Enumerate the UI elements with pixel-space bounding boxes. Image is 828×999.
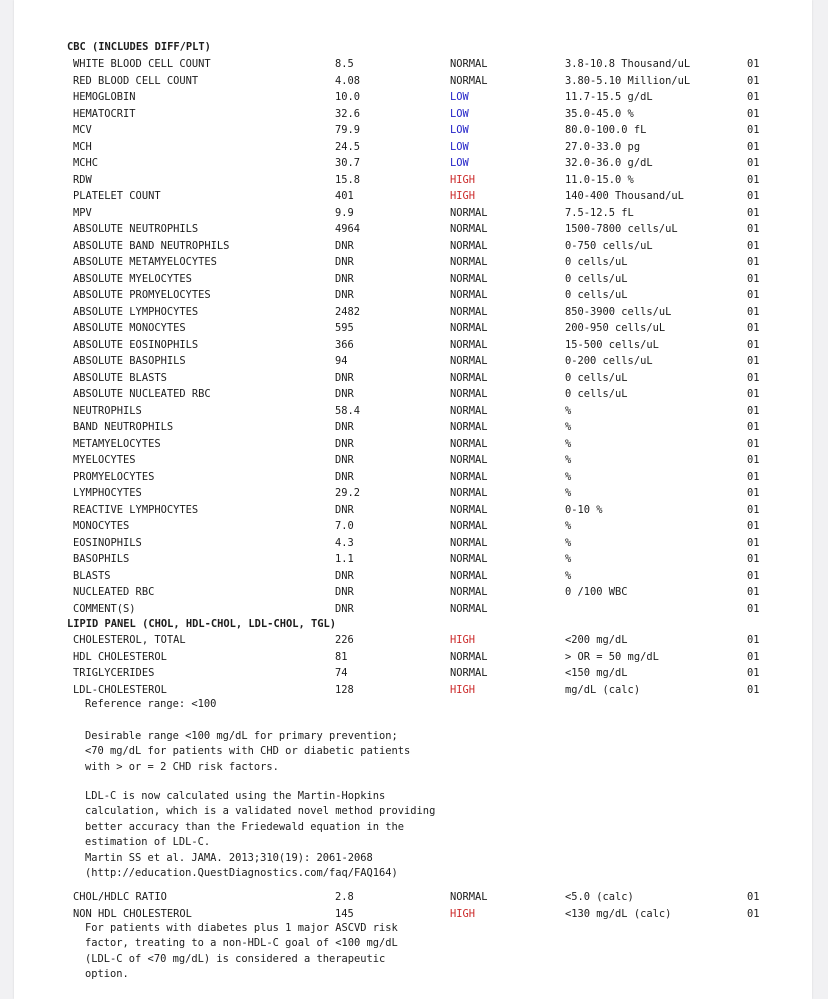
reference-range: 0 cells/uL [565,388,628,400]
result-flag: LOW [450,91,469,103]
lab-code: 01 [747,107,760,120]
test-name: ABSOLUTE PROMYELOCYTES [73,289,211,301]
lab-code: 01 [747,74,760,87]
ldl-method-note: LDL-C is now calculated using the Martin-Hopkins calculation, which is a validated novel method providing better accuracy than the Friedewald equation in the estimation of LDL-C. Martin SS et al. JAMA. 2013;310(19): 2061-2068 (http://education.QuestDiagnostics.com/faq/FAQ164) [85,790,436,880]
lab-code: 01 [747,338,760,351]
result-value: DNR [335,256,354,268]
lab-code: 01 [747,272,760,285]
result-flag: NORMAL [450,454,488,466]
test-name: REACTIVE LYMPHOCYTES [73,503,199,516]
result-value: 1.1 [335,553,354,565]
reference-range: % [565,553,572,565]
result-value: DNR [335,289,354,301]
result-row [14,172,812,188]
reference-range: 200-950 cells/uL [565,322,666,334]
reference-range: 7.5-12.5 fL [565,206,634,219]
test-name: HEMOGLOBIN [73,91,136,103]
result-flag: NORMAL [450,891,488,903]
result-value: DNR [335,586,354,598]
result-row [14,632,812,648]
reference-range: 0-750 cells/uL [565,239,653,252]
lab-code: 01 [747,553,760,565]
test-name: PROMYELOCYTES [73,470,155,483]
test-name: EOSINOPHILS [73,536,142,549]
result-flag: NORMAL [450,650,488,663]
lab-code: 01 [747,421,760,433]
result-value: 128 [335,683,354,696]
test-name: ABSOLUTE EOSINOPHILS [73,338,199,351]
result-row [14,906,812,922]
result-flag: NORMAL [450,272,488,285]
reference-range: % [565,437,572,450]
result-value: 2.8 [335,891,354,903]
lab-code: 01 [747,388,760,400]
test-name: RED BLOOD CELL COUNT [73,74,199,87]
result-value: 145 [335,907,354,920]
result-flag: NORMAL [450,553,488,565]
result-row [14,56,812,72]
reference-range: 850-3900 cells/uL [565,305,672,318]
lab-code: 01 [747,667,760,679]
result-flag: LOW [450,124,469,136]
result-value: 29.2 [335,487,361,499]
result-flag: NORMAL [450,404,488,417]
test-name: LYMPHOCYTES [73,487,142,499]
result-value: DNR [335,421,354,433]
reference-range: <5.0 (calc) [565,891,634,903]
reference-range: 27.0-33.0 pg [565,140,641,153]
lab-code: 01 [747,371,760,384]
test-name: NUCLEATED RBC [73,586,155,598]
result-flag: NORMAL [450,223,488,235]
result-value: 9.9 [335,206,354,219]
test-name: MCV [73,124,92,136]
test-name: PLATELET COUNT [73,190,161,202]
reference-range: % [565,470,572,483]
test-name: BLASTS [73,569,111,582]
test-name: ABSOLUTE BASOPHILS [73,355,186,367]
test-name: BASOPHILS [73,553,130,565]
result-flag: NORMAL [450,470,488,483]
result-flag: NORMAL [450,487,488,499]
result-flag: NORMAL [450,74,488,87]
lab-code: 01 [747,586,760,598]
result-row [14,601,812,617]
result-flag: NORMAL [450,289,488,301]
lab-code: 01 [747,289,760,301]
reference-range: 80.0-100.0 fL [565,124,647,136]
reference-range: % [565,404,572,417]
reference-range: 15-500 cells/uL [565,338,659,351]
result-value: 10.0 [335,91,361,103]
reference-range: % [565,487,572,499]
result-row [14,535,812,551]
result-value: DNR [335,454,354,466]
reference-range: % [565,520,572,532]
result-value: DNR [335,272,354,285]
result-row [14,188,812,204]
lab-code: 01 [747,322,760,334]
result-flag: NORMAL [450,256,488,268]
result-value: 4.3 [335,536,354,549]
result-row [14,403,812,419]
test-name: CHOLESTEROL, TOTAL [73,634,186,646]
result-row [14,287,812,303]
result-flag: HIGH [450,190,476,202]
test-name: METAMYELOCYTES [73,437,161,450]
reference-range: 1500-7800 cells/uL [565,223,678,235]
result-flag: NORMAL [450,569,488,582]
test-name: ABSOLUTE BAND NEUTROPHILS [73,239,230,252]
result-value: DNR [335,239,354,252]
reference-range: 3.80-5.10 Million/uL [565,74,691,87]
result-row [14,370,812,386]
result-row [14,89,812,105]
reference-range: mg/dL (calc) [565,683,641,696]
reference-range: 0 cells/uL [565,289,628,301]
test-name: BAND NEUTROPHILS [73,421,174,433]
result-flag: NORMAL [450,667,488,679]
test-name: ABSOLUTE MONOCYTES [73,322,186,334]
reference-range: 11.7-15.5 g/dL [565,91,653,103]
result-row [14,469,812,485]
reference-range: 0 cells/uL [565,371,628,384]
lab-code: 01 [747,223,760,235]
test-name: MPV [73,206,92,219]
result-value: DNR [335,503,354,516]
test-name: MCH [73,140,92,153]
test-name: RDW [73,173,92,186]
result-value: 74 [335,667,348,679]
result-flag: NORMAL [450,206,488,219]
result-row [14,502,812,518]
test-name: HDL CHOLESTEROL [73,650,167,663]
reference-range: 0 cells/uL [565,256,628,268]
lab-code: 01 [747,157,760,169]
result-flag: LOW [450,157,469,169]
result-row [14,106,812,122]
lab-code: 01 [747,907,760,920]
result-value: 401 [335,190,354,202]
lipid-section-header: LIPID PANEL (CHOL, HDL-CHOL, LDL-CHOL, TGL) [67,618,336,630]
test-name: TRIGLYCERIDES [73,667,155,679]
result-row [14,139,812,155]
result-value: DNR [335,602,354,615]
result-flag: NORMAL [450,305,488,318]
test-name: HEMATOCRIT [73,107,136,120]
ldl-reference-range: Reference range: <100 [85,698,217,710]
test-name: ABSOLUTE NUCLEATED RBC [73,388,211,400]
result-flag: NORMAL [450,388,488,400]
test-name: COMMENT(S) [73,602,136,615]
result-flag: LOW [450,107,469,120]
result-value: 226 [335,634,354,646]
reference-range: <150 mg/dL [565,667,628,679]
result-row [14,73,812,89]
reference-range: % [565,454,572,466]
result-row [14,337,812,353]
result-value: 94 [335,355,348,367]
result-flag: NORMAL [450,338,488,351]
lab-code: 01 [747,470,760,483]
lab-report-page [14,0,812,999]
reference-range: <200 mg/dL [565,634,628,646]
result-flag: LOW [450,140,469,153]
result-flag: NORMAL [450,58,488,70]
result-flag: HIGH [450,634,476,646]
result-value: 7.0 [335,520,354,532]
test-name: MCHC [73,157,99,169]
lab-code: 01 [747,206,760,219]
lab-code: 01 [747,239,760,252]
reference-range: > OR = 50 mg/dL [565,650,659,663]
result-flag: NORMAL [450,355,488,367]
lab-code: 01 [747,602,760,615]
lab-code: 01 [747,91,760,103]
result-row [14,122,812,138]
result-row [14,584,812,600]
result-flag: NORMAL [450,239,488,252]
result-row [14,320,812,336]
test-name: ABSOLUTE METAMYELOCYTES [73,256,217,268]
lab-code: 01 [747,256,760,268]
result-row [14,221,812,237]
non-hdl-note: For patients with diabetes plus 1 major ASCVD risk factor, treating to a non-HDL-C goal of <100 mg/dL (LDL-C of <70 mg/dL) is considered a therapeutic option. [85,922,398,981]
lab-code: 01 [747,140,760,153]
result-row [14,518,812,534]
result-flag: HIGH [450,173,476,186]
result-row [14,568,812,584]
lab-code: 01 [747,173,760,186]
reference-range: <130 mg/dL (calc) [565,907,672,920]
reference-range: % [565,421,572,433]
test-name: ABSOLUTE MYELOCYTES [73,272,192,285]
result-flag: HIGH [450,683,476,696]
result-row [14,353,812,369]
result-flag: NORMAL [450,437,488,450]
lab-code: 01 [747,305,760,318]
lab-code: 01 [747,190,760,202]
result-row [14,155,812,171]
lab-code: 01 [747,355,760,367]
result-flag: NORMAL [450,536,488,549]
result-flag: NORMAL [450,322,488,334]
result-value: 4964 [335,223,361,235]
result-row [14,682,812,698]
result-row [14,485,812,501]
test-name: CHOL/HDLC RATIO [73,891,167,903]
result-row [14,551,812,567]
ldl-desirable-note: Desirable range <100 mg/dL for primary prevention; <70 mg/dL for patients with CHD or diabetic patients with > or = 2 CHD risk factors. [85,730,411,773]
result-row [14,271,812,287]
result-flag: NORMAL [450,503,488,516]
result-value: 81 [335,650,348,663]
result-row [14,665,812,681]
result-value: DNR [335,388,354,400]
lab-code: 01 [747,404,760,417]
result-value: 32.6 [335,107,361,120]
reference-range: 0 cells/uL [565,272,628,285]
result-row [14,205,812,221]
lab-code: 01 [747,520,760,532]
result-value: DNR [335,371,354,384]
reference-range: 3.8-10.8 Thousand/uL [565,58,691,70]
test-name: ABSOLUTE BLASTS [73,371,167,384]
lab-code: 01 [747,437,760,450]
result-value: 595 [335,322,354,334]
result-flag: NORMAL [450,371,488,384]
result-value: 4.08 [335,74,361,87]
lab-code: 01 [747,683,760,696]
result-row [14,254,812,270]
test-name: MONOCYTES [73,520,130,532]
reference-range: 11.0-15.0 % [565,173,634,186]
result-row [14,304,812,320]
test-name: WHITE BLOOD CELL COUNT [73,58,211,70]
result-value: 24.5 [335,140,361,153]
result-row [14,889,812,905]
lab-code: 01 [747,634,760,646]
result-flag: NORMAL [450,421,488,433]
reference-range: 0-200 cells/uL [565,355,653,367]
result-row [14,419,812,435]
result-value: 366 [335,338,354,351]
result-value: 79.9 [335,124,361,136]
result-flag: NORMAL [450,520,488,532]
result-flag: NORMAL [450,586,488,598]
lab-code: 01 [747,58,760,70]
test-name: ABSOLUTE NEUTROPHILS [73,223,199,235]
result-value: DNR [335,470,354,483]
result-row [14,452,812,468]
result-row [14,386,812,402]
result-value: DNR [335,569,354,582]
lab-code: 01 [747,569,760,582]
result-row [14,649,812,665]
lab-code: 01 [747,487,760,499]
lab-code: 01 [747,891,760,903]
reference-range: 35.0-45.0 % [565,107,634,120]
result-value: 30.7 [335,157,361,169]
test-name: NON HDL CHOLESTEROL [73,907,192,920]
result-flag: NORMAL [450,602,488,615]
result-row [14,238,812,254]
cbc-section-header: CBC (INCLUDES DIFF/PLT) [67,41,211,53]
test-name: MYELOCYTES [73,454,136,466]
reference-range: % [565,536,572,549]
result-flag: HIGH [450,907,476,920]
test-name: ABSOLUTE LYMPHOCYTES [73,305,199,318]
lab-code: 01 [747,536,760,549]
lab-code: 01 [747,650,760,663]
test-name: LDL-CHOLESTEROL [73,683,167,696]
result-value: 8.5 [335,58,354,70]
reference-range: 32.0-36.0 g/dL [565,157,653,169]
reference-range: % [565,569,572,582]
result-value: 2482 [335,305,361,318]
result-value: DNR [335,437,354,450]
result-value: 58.4 [335,404,361,417]
result-value: 15.8 [335,173,361,186]
reference-range: 0-10 % [565,503,603,516]
reference-range: 0 /100 WBC [565,586,628,598]
reference-range: 140-400 Thousand/uL [565,190,684,202]
result-row [14,436,812,452]
test-name: NEUTROPHILS [73,404,142,417]
lab-code: 01 [747,124,760,136]
lab-code: 01 [747,454,760,466]
lab-code: 01 [747,503,760,516]
